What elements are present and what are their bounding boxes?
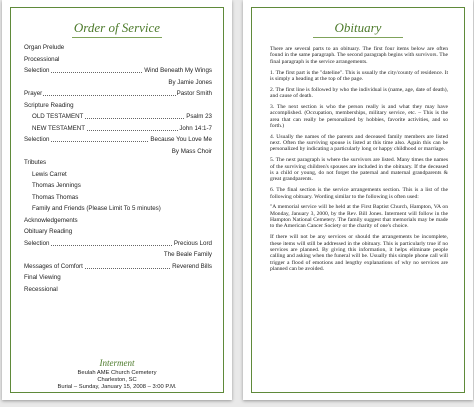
program-item-detail: Precious Lord	[173, 239, 212, 247]
obituary-paragraph: 2. The first line is followed by who the individual is (name, age, date of death), and cause of death.	[270, 86, 448, 100]
obituary-paragraph: There are several parts to an obituary. The first four items below are often found in the same paragraph. The second paragraph begins with survivors. The final paragraph is the service arrangements.	[270, 46, 448, 65]
program-item-label: Selection	[24, 67, 50, 74]
cemetery-name: Beulah AME Church Cemetery	[77, 370, 157, 376]
program-item-detail: Because You Love Me	[150, 136, 212, 143]
program-item-detail: Pastor Smith	[176, 90, 212, 97]
program-item-detail: John 14:1-7	[179, 124, 212, 132]
program-item-label: Thomas Jennings	[32, 182, 81, 189]
program-item-detail: Psalm 23	[186, 113, 212, 120]
heading-divider	[72, 37, 162, 38]
program-item-detail: By Jamie Jones	[168, 78, 212, 86]
left-page	[2, 0, 232, 400]
program-item-detail: The Beale Family	[163, 251, 212, 258]
program-item-label: Selection	[24, 239, 50, 247]
program-item-label: Organ Prelude	[24, 44, 65, 51]
program-item-label: Scripture Reading	[24, 101, 74, 109]
program-item-label: Selection	[24, 136, 50, 143]
burial-time: Burial – Sunday, January 15, 2008 – 3:00 P.M.	[57, 384, 177, 390]
obituary-paragraph: 6. The final section is the service arrangements section. This is a list of the following obituary. Wording similar to the following is often used:	[270, 187, 448, 200]
obituary-paragraph: 3. The next section is who the person really is and what they may have accomplished. (Occupation, memberships, military service, etc. – This is the area that can really be personalized by hobbies, favorite activities, and so forth.)	[270, 103, 448, 129]
program-item-label: OLD TESTAMENT	[32, 113, 84, 120]
program-item-label: Thomas Thomas	[32, 193, 79, 201]
program-item-label: Lewis Carret	[32, 170, 67, 178]
program-item-detail: Wind Beneath My Wings	[144, 67, 212, 74]
order-of-service-heading: Order of Service	[73, 20, 161, 35]
program-item-label: NEW TESTAMENT	[32, 124, 86, 132]
obituary-text	[270, 46, 448, 277]
obituary-paragraph: "A memorial service will be held at the First Baptist Church, Hampton, VA on Monday, January 3, 2000, by the Rev. Bill Jones. Interment will follow in the Hampton National Cemetery. The family suggest that memorials may be made to the American Cancer Society or the charity of one's choice.	[270, 204, 448, 230]
obituary-paragraph: 5. The next paragraph is where the survivors are listed. Many times the names of the surviving children's spouses are included in the obituary. If the deceased is a child or young, do not forget the paternal and maternal grandparents & great grandparents.	[270, 157, 448, 183]
obituary-paragraph: 4. Usually the names of the parents and deceased family members are listed next. Often the surviving spouse is listed at this time also. Again this can be personalized by indicating a particularly long or happy childhood or marriage.	[270, 133, 448, 153]
program-item-label: Tributes	[24, 159, 47, 166]
obituary-paragraph: If there will not be any services or should the arrangements be incomplete, these items will still be addressed in the obituary. This is particularly true if no services are planned. By giving this information, it helps eliminate people calling and asking when the funeral will be. Usually this simple phone call will trigger a flood of emotions and lengthy explanations of why no services are planned can be avoided.	[270, 234, 448, 272]
program-item-label: Obituary Reading	[24, 228, 73, 235]
program-item-label: Family and Friends (Please Limit To 5 minutes)	[32, 205, 161, 212]
obituary-divider	[313, 37, 403, 38]
program-item-label: Processional	[24, 55, 60, 63]
cemetery-location: Charleston, SC	[97, 377, 137, 383]
program-item-detail: Reverend Bills	[172, 262, 212, 270]
program-item-label: Acknowledgements	[24, 216, 78, 224]
interment-heading: Interment	[99, 358, 135, 368]
obituary-heading: Obituary	[334, 20, 382, 35]
program-item-detail: By Mass Choir	[171, 147, 212, 155]
program-item-label: Final Viewing	[24, 274, 61, 281]
obituary-paragraph: 1. The first part is the "dateline". This is usually the city/county of residence. It is simply a heading at the top of the page.	[270, 69, 448, 82]
program-item-label: Prayer	[24, 90, 43, 97]
program-item-label: Messages of Comfort	[24, 262, 83, 270]
program-item-label: Recessional	[24, 285, 58, 293]
